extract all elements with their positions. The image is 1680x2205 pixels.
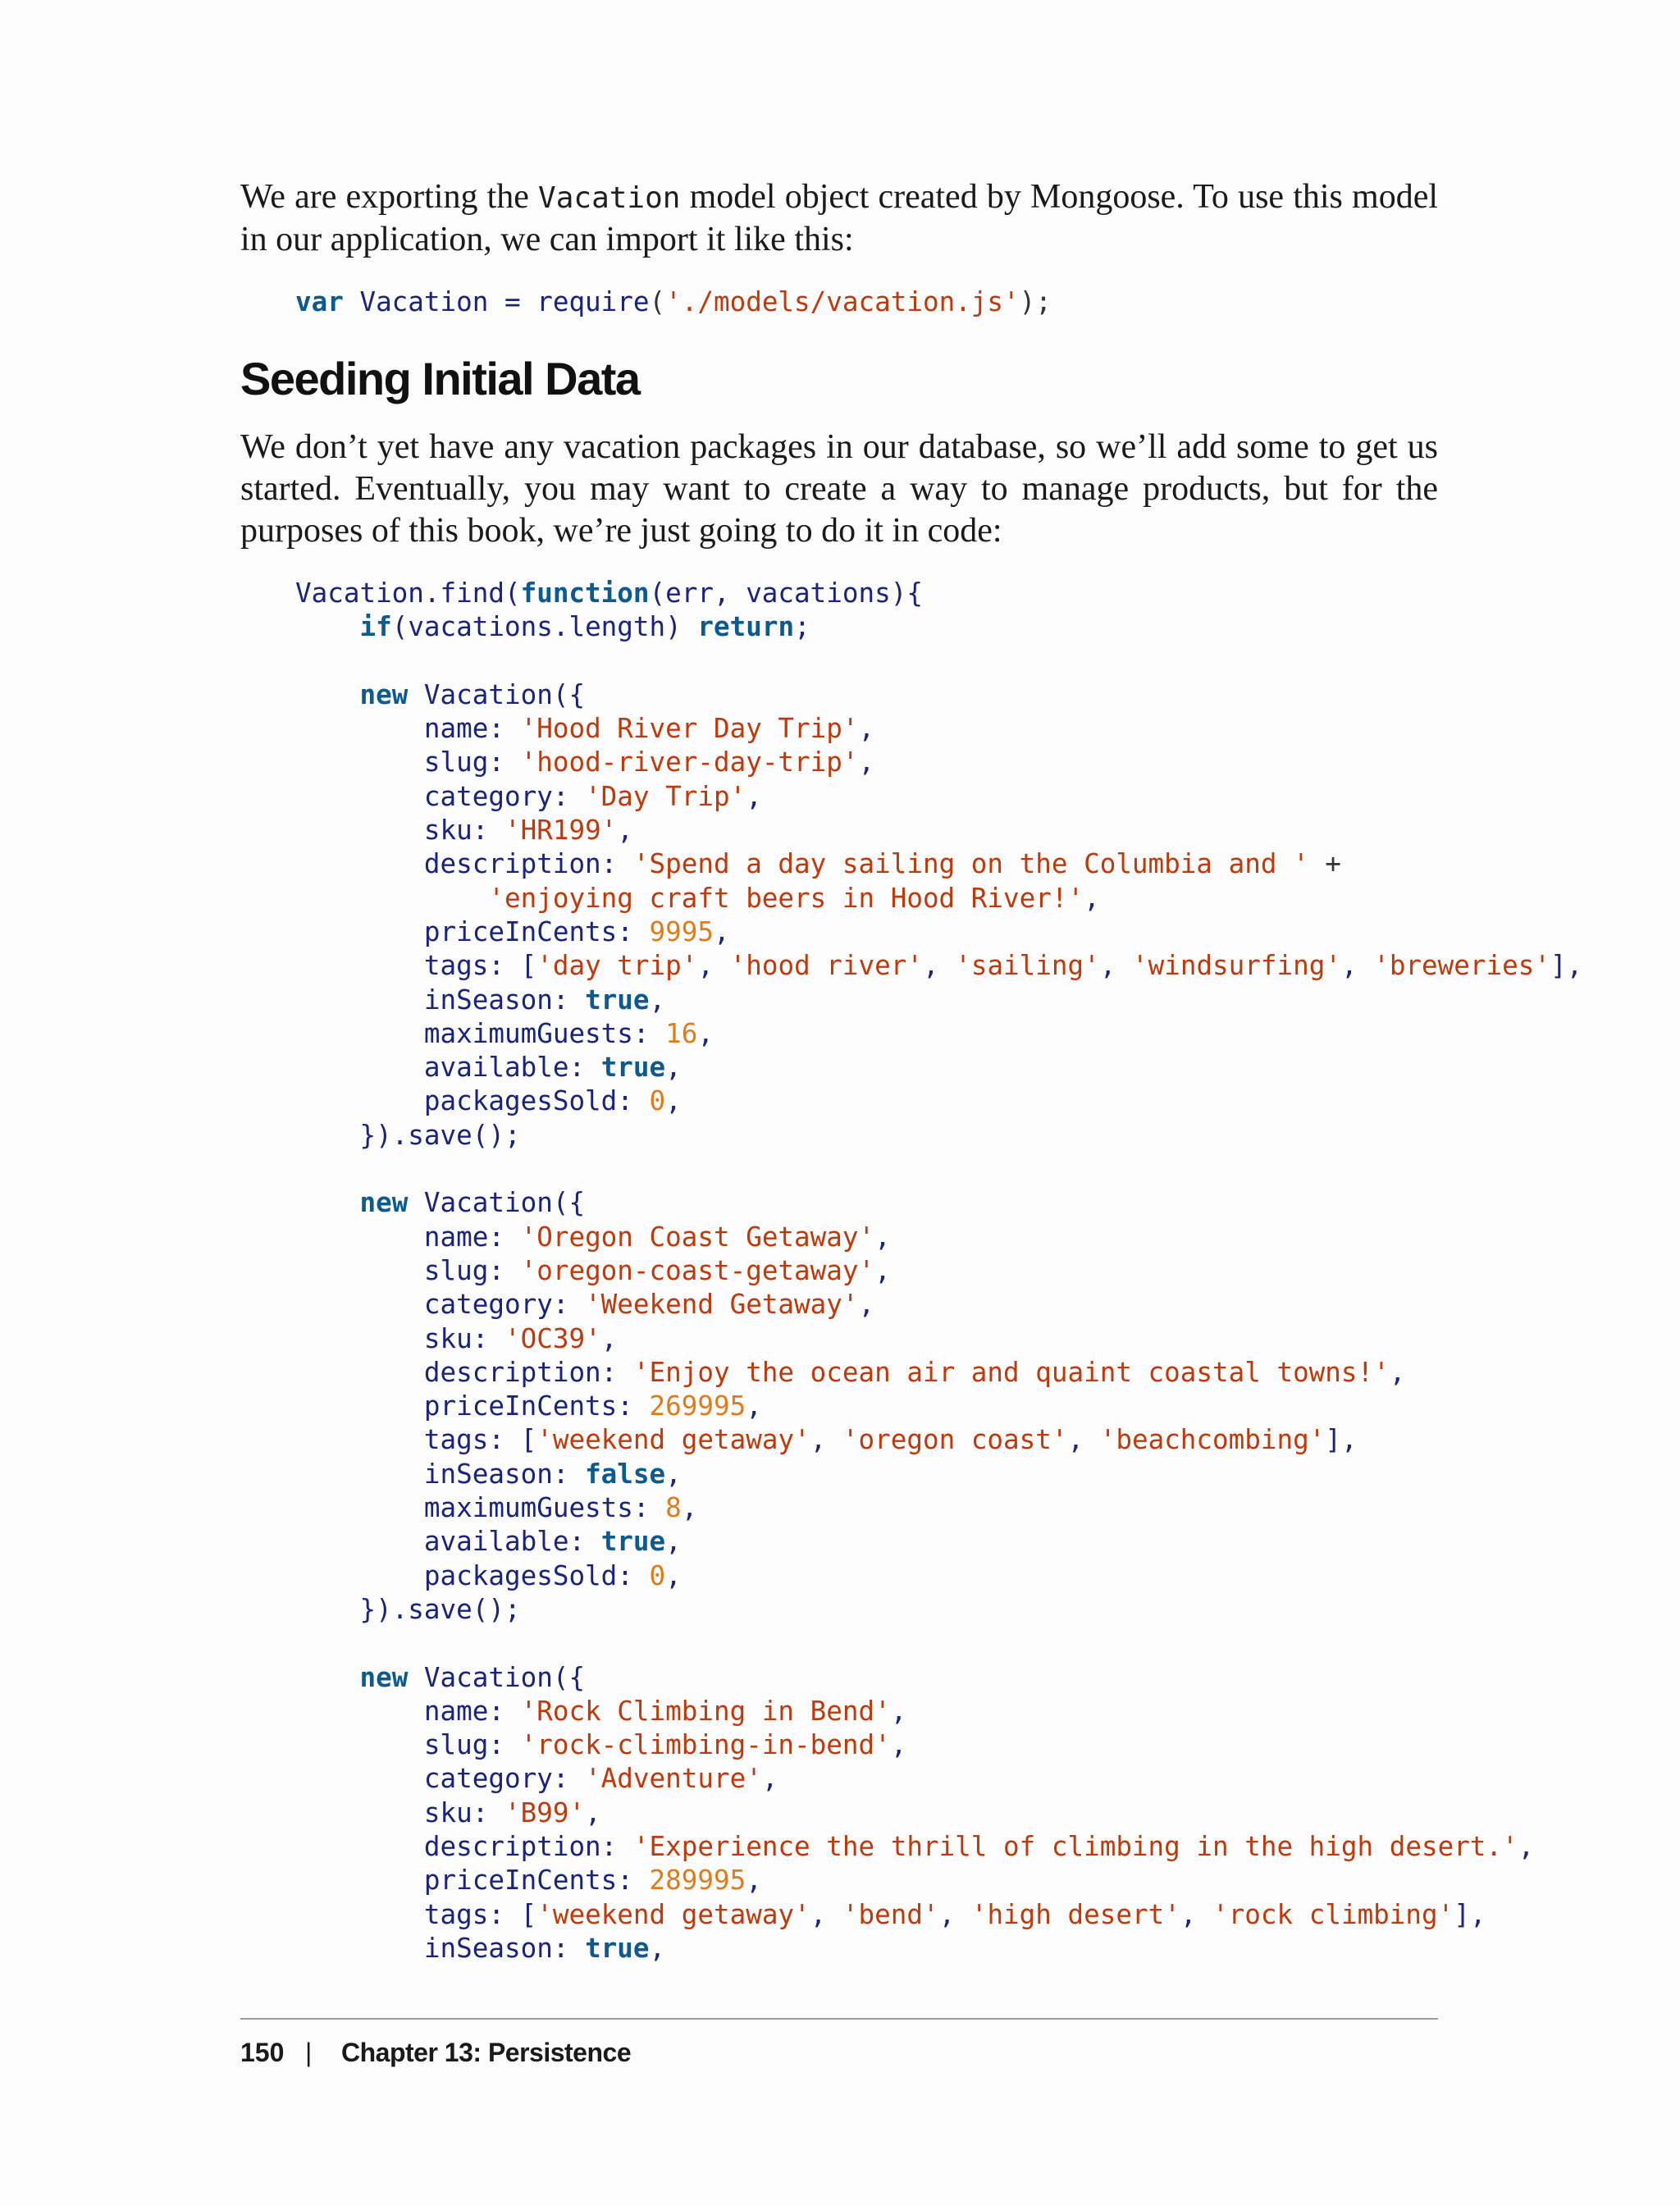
section-heading: Seeding Initial Data [240, 353, 640, 404]
intro-paragraph [240, 176, 1438, 261]
intro-text-start: We are exporting the [240, 178, 539, 216]
code-block-seed: Vacation.find(function(err, vacations){ if(vacations.length) return; new Vacation({ name: 'Hood River Day Trip', slug: 'hood-river-day-trip', category: 'Day Trip', sku: 'HR199', description: 'Spend a day sailing on the Columbia and ' + 'enjoying craft beers in Hood River!', priceInCents: 9995, tags: ['day trip', 'hood river', 'sailing', 'windsurfing', 'breweries'], inSeason: true, maximumGuests: 16, available: true, packagesSold: 0, }).save(); new Vacation({ name: 'Oregon Coast Getaway', slug: 'oregon-coast-getaway', category: 'Weekend Getaway', sku: 'OC39', description: 'Enjoy the ocean air and quaint coastal towns!', priceInCents: 269995, tags: ['weekend getaway', 'oregon coast', 'beachcombing'], inSeason: false, maximumGuests: 8, available: true, packagesSold: 0, }).save(); new Vacation({ name: 'Rock Climbing in Bend', slug: 'rock-climbing-in-bend', category: 'Adventure', sku: 'B99', description: 'Experience the thrill of climbing in the high desert.', priceInCents: 289995, tags: ['weekend getaway', 'bend', 'high desert', 'rock climbing'], inSeason: true, [295, 578, 1583, 1964]
chapter-title: Chapter 13: Persistence [341, 2038, 632, 2067]
code-block-import: var Vacation = require('./models/vacation.js'); [295, 286, 1052, 317]
intro-text-end: model object created by Mongoose. To use this model in our application, we can import it like this: [240, 178, 1439, 258]
footer-divider [240, 2018, 1438, 2020]
seed-paragraph: We don’t yet have any vacation packages in our database, so we’ll add some to get us started. Eventually, you may want to create a way to manage products, but for the purposes of this book, we’re just going to do it in code: [240, 428, 1438, 550]
page-number: 150 [240, 2038, 285, 2067]
footer-separator: | [305, 2038, 313, 2067]
inline-code-vacation: Vacation [538, 181, 681, 215]
